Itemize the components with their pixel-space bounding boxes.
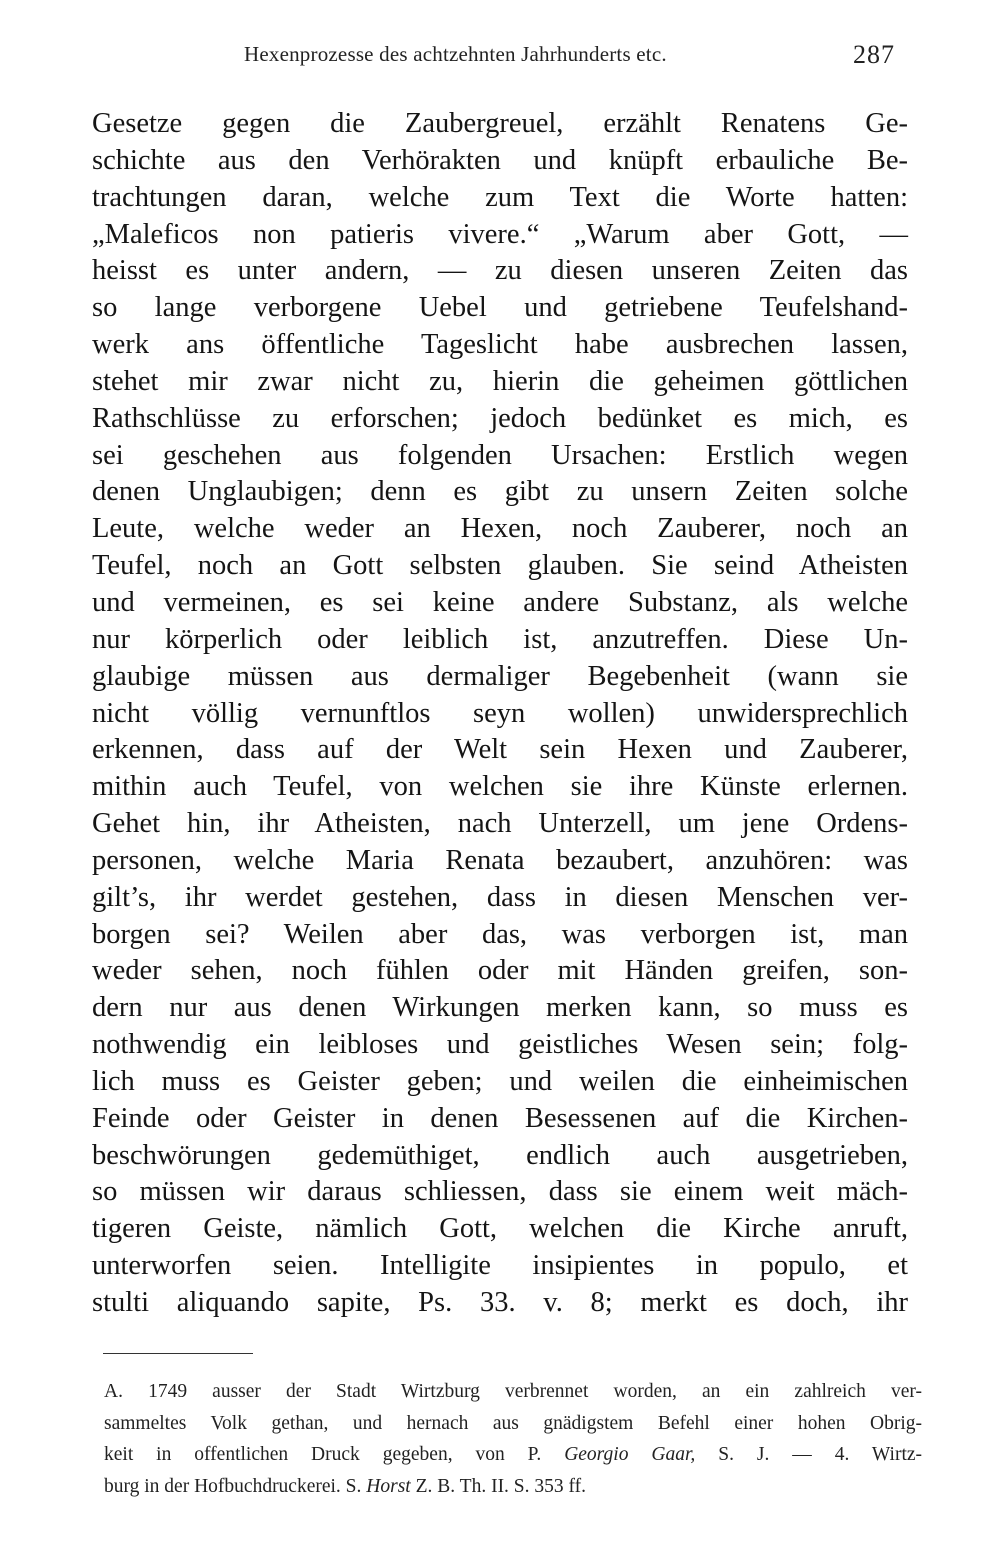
text-line: sei geschehen aus folgenden Ursachen: Erstlich wegen [92,439,908,471]
text-line: schichte aus den Verhörakten und knüpft erbauliche Be- [92,144,908,176]
footnote-author-name: Georgio Gaar, [564,1444,696,1465]
footnote [104,1376,922,1502]
text-line: Rathschlüsse zu erforschen; jedoch bedünket es mich, es [92,402,908,434]
page-number: 287 [853,40,895,69]
text-line: lich muss es Geister geben; und weilen die einheimischen [92,1065,908,1097]
text-line: gilt’s, ihr werdet gestehen, dass in diesen Menschen ver- [92,881,908,913]
text-line: so müssen wir daraus schliessen, dass sie einem weit mäch- [92,1176,908,1208]
text-line: stehet mir zwar nicht zu, hierin die geheimen göttlichen [92,365,908,397]
footnote-author-name: Horst [366,1475,411,1497]
text-line: weder sehen, noch fühlen oder mit Händen greifen, son- [92,955,908,987]
text-line: und vermeinen, es sei keine andere Substanz, als welche [92,586,908,618]
text-line: Gesetze gegen die Zaubergreuel, erzählt Renatens Ge- [92,108,908,139]
footnote-line: A. 1749 ausser der Stadt Wirtzburg verbrennet worden, an ein zahlreich ver- [104,1381,922,1402]
text-line: so lange verborgene Uebel und getriebene Teufelshand- [92,292,908,324]
footnote-separator [103,1353,253,1354]
text-line: Leute, welche weder an Hexen, noch Zauberer, noch an [92,513,908,545]
text-line: „Maleficos non patieris vivere.“ „Warum aber Gott, — [92,218,908,250]
text-line: dern nur aus denen Wirkungen merken kann, so muss es [92,992,908,1024]
text-line: nur körperlich oder leiblich ist, anzutreffen. Diese Un- [92,623,908,655]
text-line: erkennen, dass auf der Welt sein Hexen und Zauberer, [92,734,908,766]
text-line: nothwendig ein leibloses und geistliches Wesen sein; folg- [92,1029,908,1061]
text-line: mithin auch Teufel, von welchen sie ihre Künste erlernen. [92,771,908,803]
text-line: werk ans öffentliche Tageslicht habe ausbrechen lassen, [92,329,908,361]
footnote-line [104,1471,922,1503]
footnote-line [104,1439,922,1471]
footnote-text: keit in offentlichen Druck gegeben, von P. [104,1444,542,1465]
footnote-text: burg in der Hofbuchdruckerei. S. [104,1475,362,1497]
text-line: beschwörungen gedemüthiget, endlich auch ausgetrieben, [92,1139,908,1171]
text-line: glaubige müssen aus dermaliger Begebenheit (wann sie [92,660,908,692]
text-line: personen, welche Maria Renata bezaubert, anzuhören: was [92,844,908,876]
text-line: nicht völlig vernunftlos seyn wollen) unwidersprechlich [92,697,908,729]
footnote-text: Z. B. Th. II. S. 353 ff. [415,1475,587,1497]
text-line: Gehet hin, ihr Atheisten, nach Unterzell, um jene Ordens- [92,808,908,840]
text-line: heisst es unter andern, — zu diesen unseren Zeiten das [92,255,908,287]
footnote-text: S. J. — 4. Wirtz- [718,1444,923,1465]
text-line: borgen sei? Weilen aber das, was verborgen ist, man [92,918,908,950]
text-line: trachtungen daran, welche zum Text die Worte hatten: [92,181,908,213]
running-title: Hexenprozesse des achtzehnten Jahrhunderts etc. [244,42,667,66]
text-line: Teufel, noch an Gott selbsten glauben. Sie seind Atheisten [92,550,908,582]
text-line: tigeren Geiste, nämlich Gott, welchen die Kirche anruft, [92,1213,908,1245]
text-line: stulti aliquando sapite, Ps. 33. v. 8; merkt es doch, ihr [92,1287,908,1318]
body-text [92,106,908,1322]
text-line: unterworfen seien. Intelligite insipientes in populo, et [92,1250,908,1282]
text-line: denen Unglaubigen; denn es gibt zu unsern Zeiten solche [92,476,908,508]
footnote-line: sammeltes Volk gethan, und hernach aus gnädigstem Befehl einer hohen Obrig- [104,1412,922,1434]
text-line: Feinde oder Geister in denen Besessenen auf die Kirchen- [92,1102,908,1134]
